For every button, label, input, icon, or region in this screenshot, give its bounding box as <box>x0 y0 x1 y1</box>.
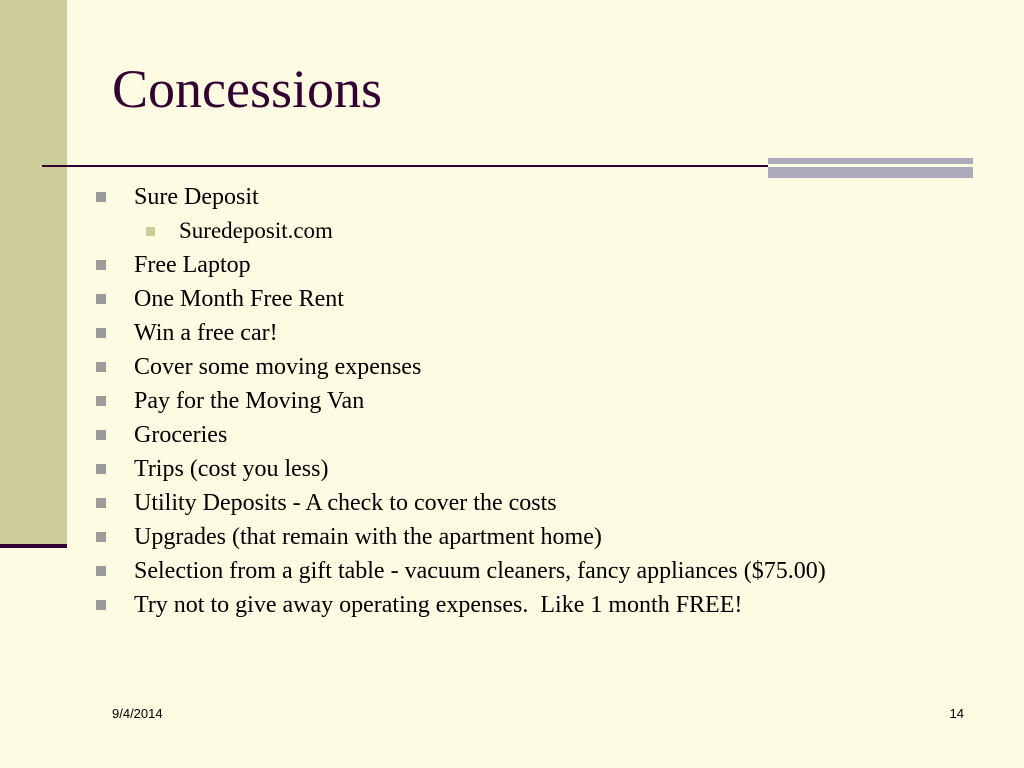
bullet-text: Suredeposit.com <box>179 218 333 243</box>
bullet-text: Free Laptop <box>134 251 251 278</box>
bullet-text: Try not to give away operating expenses. Like 1 month FREE! <box>134 591 743 618</box>
bullet-text: Groceries <box>134 421 228 448</box>
bullet-text: Upgrades (that remain with the apartment home) <box>134 523 602 550</box>
square-bullet-icon <box>96 192 106 202</box>
bullet-text: Selection from a gift table - vacuum cleaners, fancy appliances ($75.00) <box>134 557 826 584</box>
bullet-item <box>96 418 826 452</box>
square-bullet-icon <box>96 498 106 508</box>
bullet-item <box>96 282 826 316</box>
bullet-text: Pay for the Moving Van <box>134 387 365 414</box>
square-bullet-icon <box>96 566 106 576</box>
bullet-item <box>96 486 826 520</box>
square-bullet-icon <box>96 464 106 474</box>
square-bullet-icon <box>96 430 106 440</box>
bullet-text: Win a free car! <box>134 319 278 346</box>
bullet-item <box>96 588 826 622</box>
square-bullet-icon <box>96 532 106 542</box>
square-sub-bullet-icon <box>146 227 155 236</box>
slide-number: 14 <box>949 706 964 721</box>
square-bullet-icon <box>96 294 106 304</box>
bullet-item <box>96 452 826 486</box>
side-decoration-underline <box>0 544 67 548</box>
square-bullet-icon <box>96 260 106 270</box>
square-bullet-icon <box>96 328 106 338</box>
bullet-text: One Month Free Rent <box>134 285 344 312</box>
bullet-item <box>96 520 826 554</box>
bullet-text: Utility Deposits - A check to cover the costs <box>134 489 557 516</box>
bullet-text: Sure Deposit <box>134 183 259 210</box>
bullet-item <box>96 350 826 384</box>
side-decoration-band <box>0 0 67 545</box>
sub-bullet-item <box>96 214 826 248</box>
bullet-text: Trips (cost you less) <box>134 455 329 482</box>
bullet-item <box>96 180 826 214</box>
bullet-list <box>96 180 826 622</box>
bullet-item <box>96 248 826 282</box>
square-bullet-icon <box>96 396 106 406</box>
slide-title: Concessions <box>112 59 382 119</box>
square-bullet-icon <box>96 600 106 610</box>
square-bullet-icon <box>96 362 106 372</box>
bullet-item <box>96 554 826 588</box>
bullet-text: Cover some moving expenses <box>134 353 422 380</box>
accent-bar <box>768 158 973 178</box>
footer-date: 9/4/2014 <box>112 706 163 721</box>
bullet-item <box>96 316 826 350</box>
bullet-item <box>96 384 826 418</box>
